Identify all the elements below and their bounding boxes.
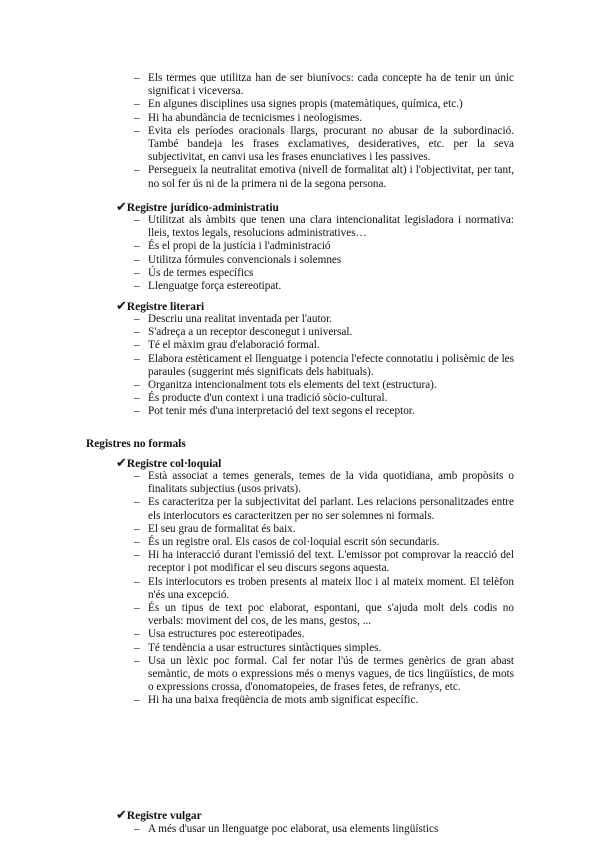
dash-bullet: – [134,522,140,535]
list-item: – Pot tenir més d'una interpretació del text segons el receptor. [134,405,415,418]
checkmark-icon: ✔ [116,455,127,470]
list-item: – Hi ha interacció durant l'emissió del text. L'emissor pot comprovar la reacció del receptor i pot modificar el seu discurs segons aquesta. [134,549,514,575]
checkmark-icon: ✔ [116,298,127,313]
list-item: – És el propi de la justícia i l'administració [134,240,331,253]
list-item: – Està associat a temes generals, temes de la vida quotidiana, amb propòsits o finalitats subjectius (usos privats). [134,470,514,496]
list-item: – S'adreça a un receptor desconegut i universal. [134,326,353,339]
dash-bullet: – [134,98,140,111]
list-item: – A més d'usar un llenguatge poc elaborat, usa elements lingüístics [134,823,439,835]
section-title-no-formals: Registres no formals [86,438,186,450]
list-item: – Persegueix la neutralitat emotiva (nivell de formalitat alt) i l'objectivitat, per tant, no sol fer ús ni de la primera ni de la segona persona. [134,164,514,190]
list-item: – Llenguatge força estereotipat. [134,280,282,293]
dash-bullet: – [134,575,140,588]
vulgar-heading: ✔Registre vulgar [116,807,202,822]
dash-bullet: – [134,654,140,667]
dash-bullet: – [134,240,140,253]
dash-bullet: – [134,496,140,509]
col-loquial-heading: ✔Registre col·loquial [116,455,222,470]
juridic-heading: ✔Registre jurídico-administratiu [116,199,279,214]
dash-bullet: – [134,379,140,392]
col-loquial-list [134,470,514,708]
vulgar-list [134,823,514,836]
dash-bullet: – [134,214,140,226]
list-item: – Usa un lèxic poc formal. Cal fer notar l'ús de termes genèrics de gran abast semàntic, de mots o expressions més o menys vagues, de tics lingüístics, de mots o expressions crossa, d'onomatopeies, de frases fetes, de refranys, etc. [134,654,514,694]
dash-bullet: – [134,313,140,325]
dash-bullet: – [134,694,140,707]
col-loquial-list-block [134,470,514,708]
dash-bullet: – [134,823,140,835]
juridic-list [134,214,514,293]
list-item: – Utilitza fórmules convencionals i solemnes [134,253,342,266]
list-item: – Té el màxim grau d'elaboració formal. [134,339,320,352]
dash-bullet: – [134,339,140,352]
literari-list [134,313,514,419]
dash-bullet: – [134,392,140,405]
juridic-list-block [134,214,514,293]
list-item: – El seu grau de formalitat és baix. [134,522,296,535]
dash-bullet: – [134,124,140,137]
list-item: – Es caracteritza per la subjectivitat del parlant. Les relacions personalitzades entre els interlocutors es caracteritzen per no ser solemnes ni formals. [134,496,514,522]
literari-heading: ✔Registre literari [116,298,205,313]
list-item: – És producte d'un context i una tradició sòcio-cultural. [134,392,388,405]
list-item: – Elabora estèticament el llenguatge i potencia l'efecte connotatiu i polisèmic de les paraules (suggerint més significats dels habituals). [134,352,514,378]
list-item: – És un tipus de text poc elaborat, espontani, que s'ajuda molt dels codis no verbals: moviment del cos, de les mans, gestos, ... [134,602,514,628]
dash-bullet: – [134,326,140,339]
dash-bullet: – [134,280,140,293]
list-item: – Utilitzat als àmbits que tenen una clara intencionalitat legisladora i normativa: lleis, textos legals, resolucions administratives… [134,214,514,240]
list-item: – És un registre oral. Els casos de col·loquial escrit són secundaris. [134,536,440,549]
list-item: – Hi ha abundància de tecnicismes i neologismes. [134,111,363,124]
list-item: – Té tendència a usar estructures sintàctiques simples. [134,641,382,654]
list-item: – Hi ha una baixa freqüència de mots amb significat específic. [134,694,419,707]
dash-bullet: – [134,72,140,84]
intro-list [134,72,514,191]
dash-bullet: – [134,470,140,482]
intro-list-block [134,72,514,191]
list-item: – En algunes disciplines usa signes propis (matemàtiques, química, etc.) [134,98,463,111]
dash-bullet: – [134,405,140,418]
dash-bullet: – [134,641,140,654]
dash-bullet: – [134,164,140,177]
literari-list-block [134,313,514,419]
list-item: – Usa estructures poc estereotipades. [134,628,305,641]
list-item: – Descriu una realitat inventada per l'autor. [134,313,333,325]
vulgar-list-block [134,823,514,836]
checkmark-icon: ✔ [116,199,127,214]
list-item: – Els termes que utilitza han de ser biunívocs: cada concepte ha de tenir un únic significat i viceversa. [134,72,514,98]
list-item: – Evita els períodes oracionals llargs, procurant no abusar de la subordinació. També bandeja les frases exclamatives, desideratives, etc. per la seva subjectivitat, en canvi usa les frases enunciatives i les passives. [134,124,514,164]
checkmark-icon: ✔ [116,807,127,822]
dash-bullet: – [134,628,140,641]
list-item: – Ús de termes específics [134,266,254,279]
list-item: – Organitza intencionalment tots els elements del text (estructura). [134,379,437,392]
dash-bullet: – [134,549,140,562]
dash-bullet: – [134,253,140,266]
dash-bullet: – [134,352,140,365]
list-item: – Els interlocutors es troben presents al mateix lloc i al mateix moment. El telèfon n'és una excepció. [134,575,514,601]
dash-bullet: – [134,111,140,124]
dash-bullet: – [134,602,140,615]
dash-bullet: – [134,266,140,279]
dash-bullet: – [134,536,140,549]
